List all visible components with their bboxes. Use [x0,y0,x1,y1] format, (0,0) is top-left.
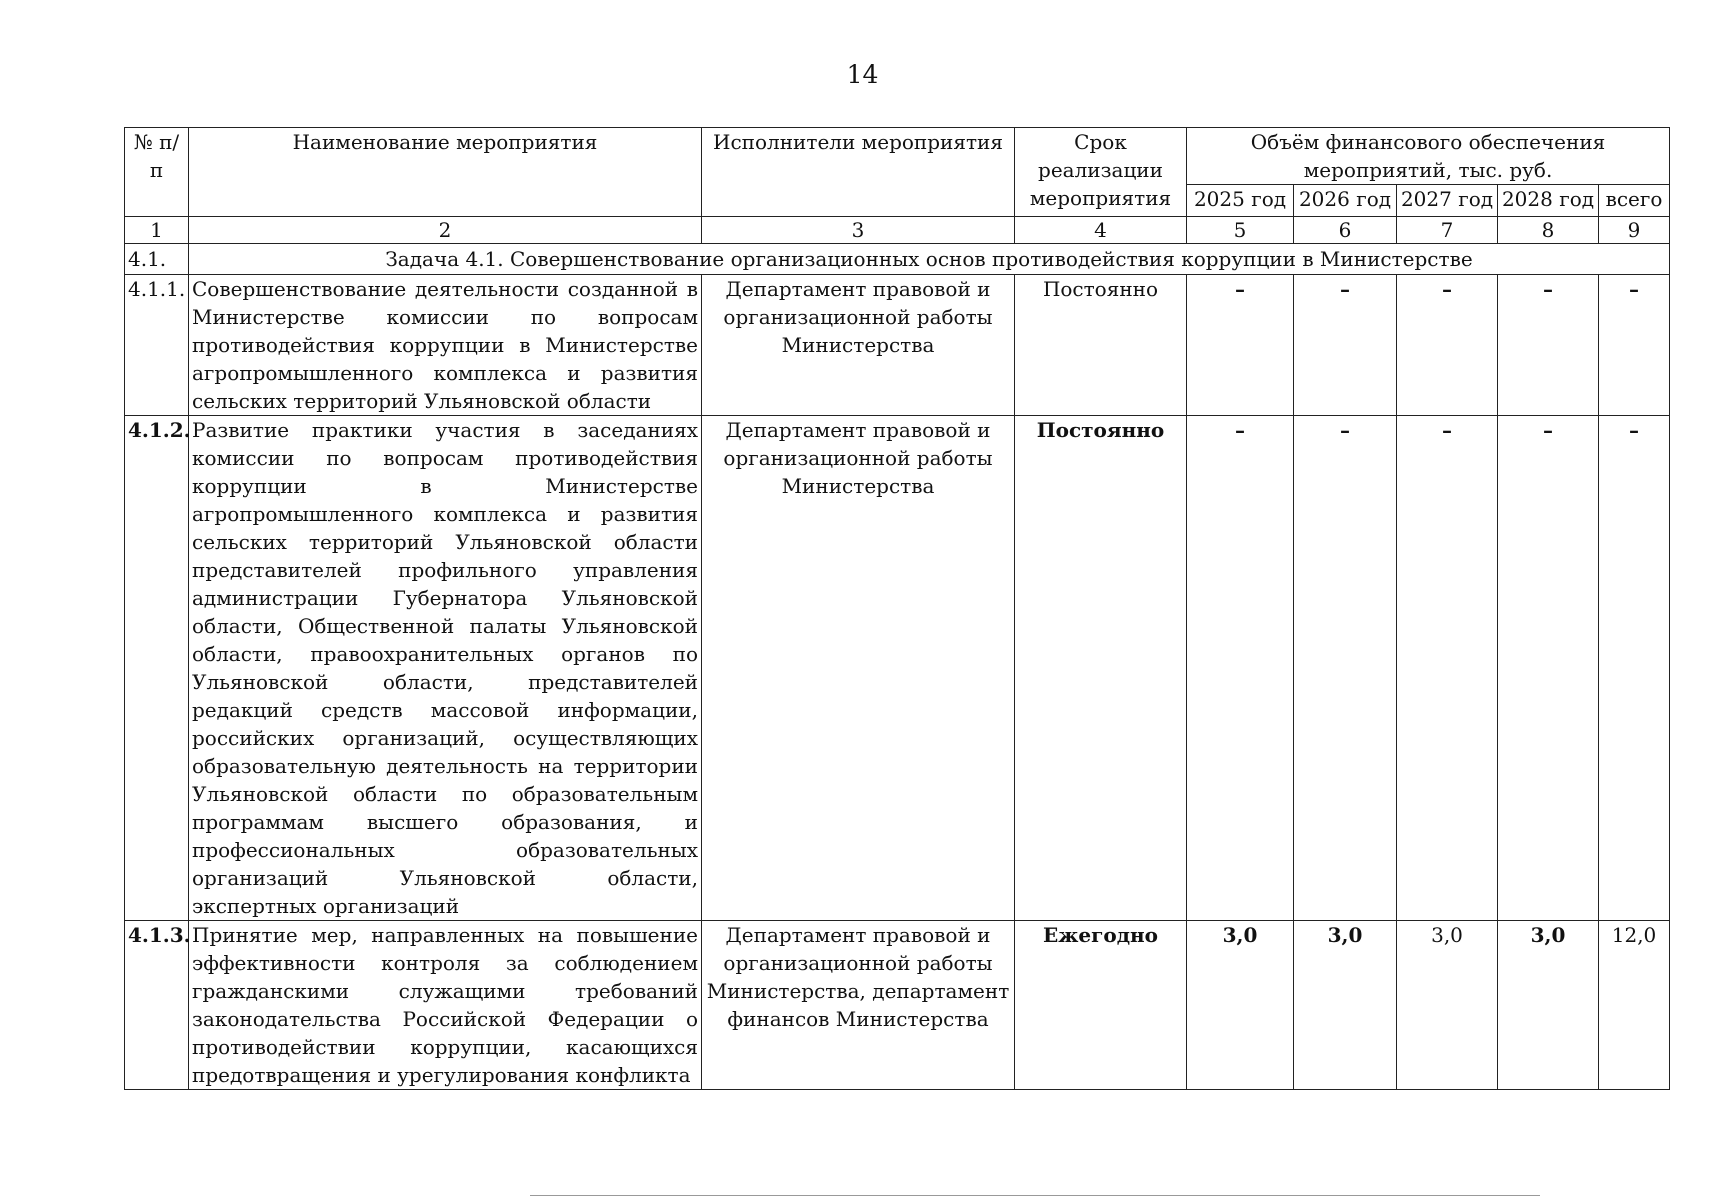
header-executors: Исполнители мероприятия [702,128,1015,217]
column-number: 3 [702,217,1015,244]
row-executors: Департамент правовой и организационной работы Министерства [702,416,1015,921]
row-executors: Департамент правовой и организационной работы Министерства, департамент финансов Министерства [702,921,1015,1090]
column-number: 9 [1599,217,1670,244]
table-row [125,921,1670,1090]
row-value-2027: 3,0 [1397,921,1498,1090]
header-year-2026: 2026 год [1294,185,1397,217]
row-name: Принятие мер, направленных на повышение эффективности контроля за соблюдением гражданскими служащими требований законодательства Российской Федерации о противодействии коррупции, касающихся предотвращения и урегулирования конфликта [189,921,702,1090]
header-year-2025: 2025 год [1187,185,1294,217]
row-value-2028: – [1498,416,1599,921]
row-value-2025: – [1187,275,1294,416]
header-num: № п/п [125,128,189,217]
scan-edge-line [530,1195,1540,1196]
column-number: 5 [1187,217,1294,244]
header-row [125,128,1670,185]
column-number: 7 [1397,217,1498,244]
column-number: 1 [125,217,189,244]
activities-table [124,127,1670,1090]
row-value-2026: – [1294,275,1397,416]
row-value-total: – [1599,416,1670,921]
row-value-2025: 3,0 [1187,921,1294,1090]
table-row [125,275,1670,416]
row-term: Постоянно [1015,275,1187,416]
table-row [125,416,1670,921]
row-value-2026: – [1294,416,1397,921]
row-value-2028: – [1498,275,1599,416]
row-executors: Департамент правовой и организационной работы Министерства [702,275,1015,416]
row-value-2028: 3,0 [1498,921,1599,1090]
column-number: 8 [1498,217,1599,244]
header-name: Наименование мероприятия [189,128,702,217]
header-term: Срок реализации мероприятия [1015,128,1187,217]
row-value-2027: – [1397,416,1498,921]
column-number: 6 [1294,217,1397,244]
row-code: 4.1.2. [125,416,189,921]
task-row [125,244,1670,275]
row-code: 4.1.3. [125,921,189,1090]
row-value-total: 12,0 [1599,921,1670,1090]
row-name: Развитие практики участия в заседаниях комиссии по вопросам противодействия коррупции в Министерстве агропромышленного комплекса и развития сельских территорий Ульяновской области представителей профильного управления администрации Губернатора Ульяновской области, Общественной палаты Ульяновской области, правоохранительных органов по Ульяновской области, представителей редакций средств массовой информации, российских организаций, осуществляющих образовательную деятельность на территории Ульяновской области по образовательным программам высшего образования, и профессиональных образовательных организаций Ульяновской области, экспертных организаций [189,416,702,921]
page-number: 14 [846,60,879,89]
column-number: 4 [1015,217,1187,244]
column-numbers-row [125,217,1670,244]
row-value-2025: – [1187,416,1294,921]
row-code: 4.1.1. [125,275,189,416]
header-finance: Объём финансового обеспечения мероприятий, тыс. руб. [1187,128,1670,185]
row-value-total: – [1599,275,1670,416]
row-value-2027: – [1397,275,1498,416]
row-term: Ежегодно [1015,921,1187,1090]
header-year-2027: 2027 год [1397,185,1498,217]
column-number: 2 [189,217,702,244]
task-code: 4.1. [125,244,189,275]
header-total: всего [1599,185,1670,217]
row-value-2026: 3,0 [1294,921,1397,1090]
row-name: Совершенствование деятельности созданной в Министерстве комиссии по вопросам противодействия коррупции в Министерстве агропромышленного комплекса и развития сельских территорий Ульяновской области [189,275,702,416]
header-year-2028: 2028 год [1498,185,1599,217]
row-term: Постоянно [1015,416,1187,921]
task-title: Задача 4.1. Совершенствование организационных основ противодействия коррупции в Министерстве [189,244,1670,275]
